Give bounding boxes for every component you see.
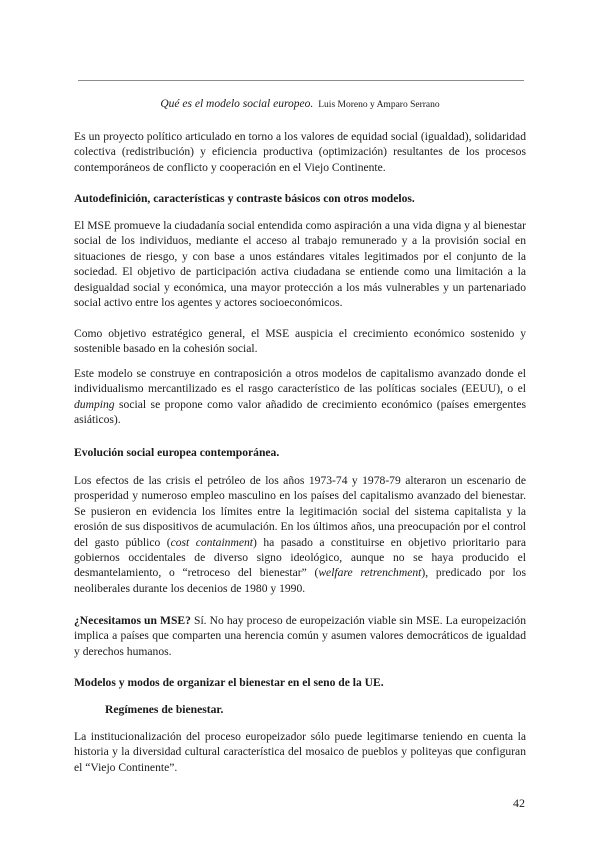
cost-containment-term: cost containment [170, 535, 254, 549]
document-authors: Luis Moreno y Amparo Serrano [318, 100, 440, 110]
header-rule [78, 80, 524, 81]
question-necesitamos-mse: ¿Necesitamos un MSE? [74, 614, 191, 627]
document-title-line [0, 98, 600, 110]
section-heading-evolucion: Evolución social europea contemporánea. [74, 446, 280, 459]
welfare-retrenchment-term: welfare retrenchment [318, 566, 422, 580]
subheading-regimenes: Regímenes de bienestar. [105, 703, 224, 716]
intro-paragraph: Es un proyecto político articulado en torno a los valores de equidad social (igualdad), solidaridad colectiva (redistribución) y eficiencia productiva (optimización) resultantes de los procesos contemporáneos de conflicto y cooperación en el Viejo Continente. [74, 130, 526, 174]
dumping-term: dumping [74, 397, 115, 411]
section-heading-autodefinicion: Autodefinición, características y contraste básicos con otros modelos. [74, 192, 415, 205]
paragraph-institucionalizacion: La institucionalización del proceso europeizador sólo puede legitimarse teniendo en cuenta la historia y la diversidad cultural característica del mosaico de pueblos y politeyas que configuran el “Viejo Continente”. [74, 730, 526, 774]
paragraph-objetivo-estrategico: Como objetivo estratégico general, el MSE auspicia el crecimiento económico sostenido y sostenible basado en la cohesión social. [74, 327, 526, 356]
paragraph-contraposicion: Este modelo se construye en contraposición a otros modelos de capitalismo avanzado donde el individualismo mercantilizado es el rasgo característico de las políticas sociales (EEUU), o el dumping social se propone como valor añadido de crecimiento económico (países emergentes asiáticos). [74, 367, 526, 427]
section-heading-modelos: Modelos y modos de organizar el bienestar en el seno de la UE. [74, 676, 384, 689]
paragraph-ciudadania-social: El MSE promueve la ciudadanía social entendida como aspiración a una vida digna y al bienestar social de los individuos, mediante el acceso al trabajo remunerado y a la provisión social en situaciones de riesgo, y con base a unos estándares vitales legitimados por el conjunto de la sociedad. El objetivo de participación activa ciudadana se entiende como una limitación a la desigualdad social y económica, una mayor protección a los más vulnerables y un partenariado social activo entre los agentes y actores socioeconómicos. [74, 219, 526, 310]
document-title: Qué es el modelo social europeo. [160, 98, 314, 110]
paragraph-necesitamos-mse: ¿Necesitamos un MSE? Sí. No hay proceso de europeización viable sin MSE. La europeización implica a países que comparten una herencia común y asumen valores democráticos de igualdad y derechos humanos. [74, 614, 526, 658]
paragraph-crisis-petroleo: Los efectos de las crisis el petróleo de los años 1973-74 y 1978-79 alteraron un escenario de prosperidad y numeroso empleo masculino en los países del capitalismo avanzado del bienestar. Se pusieron en evidencia los límites entre la legitimación social del sistema capitalista y la erosión de sus dispositivos de acumulación. En los últimos años, una preocupación por el control del gasto público (cost containment) ha pasado a constituirse en objetivo prioritario para gobiernos occidentales de diverso signo ideológico, aunque no se haya producido el desmantelamiento, o “retroceso del bienestar” (welfare retrenchment), predicado por los neoliberales durante los decenios de 1980 y 1990. [74, 474, 527, 595]
page-number: 42 [513, 796, 525, 810]
